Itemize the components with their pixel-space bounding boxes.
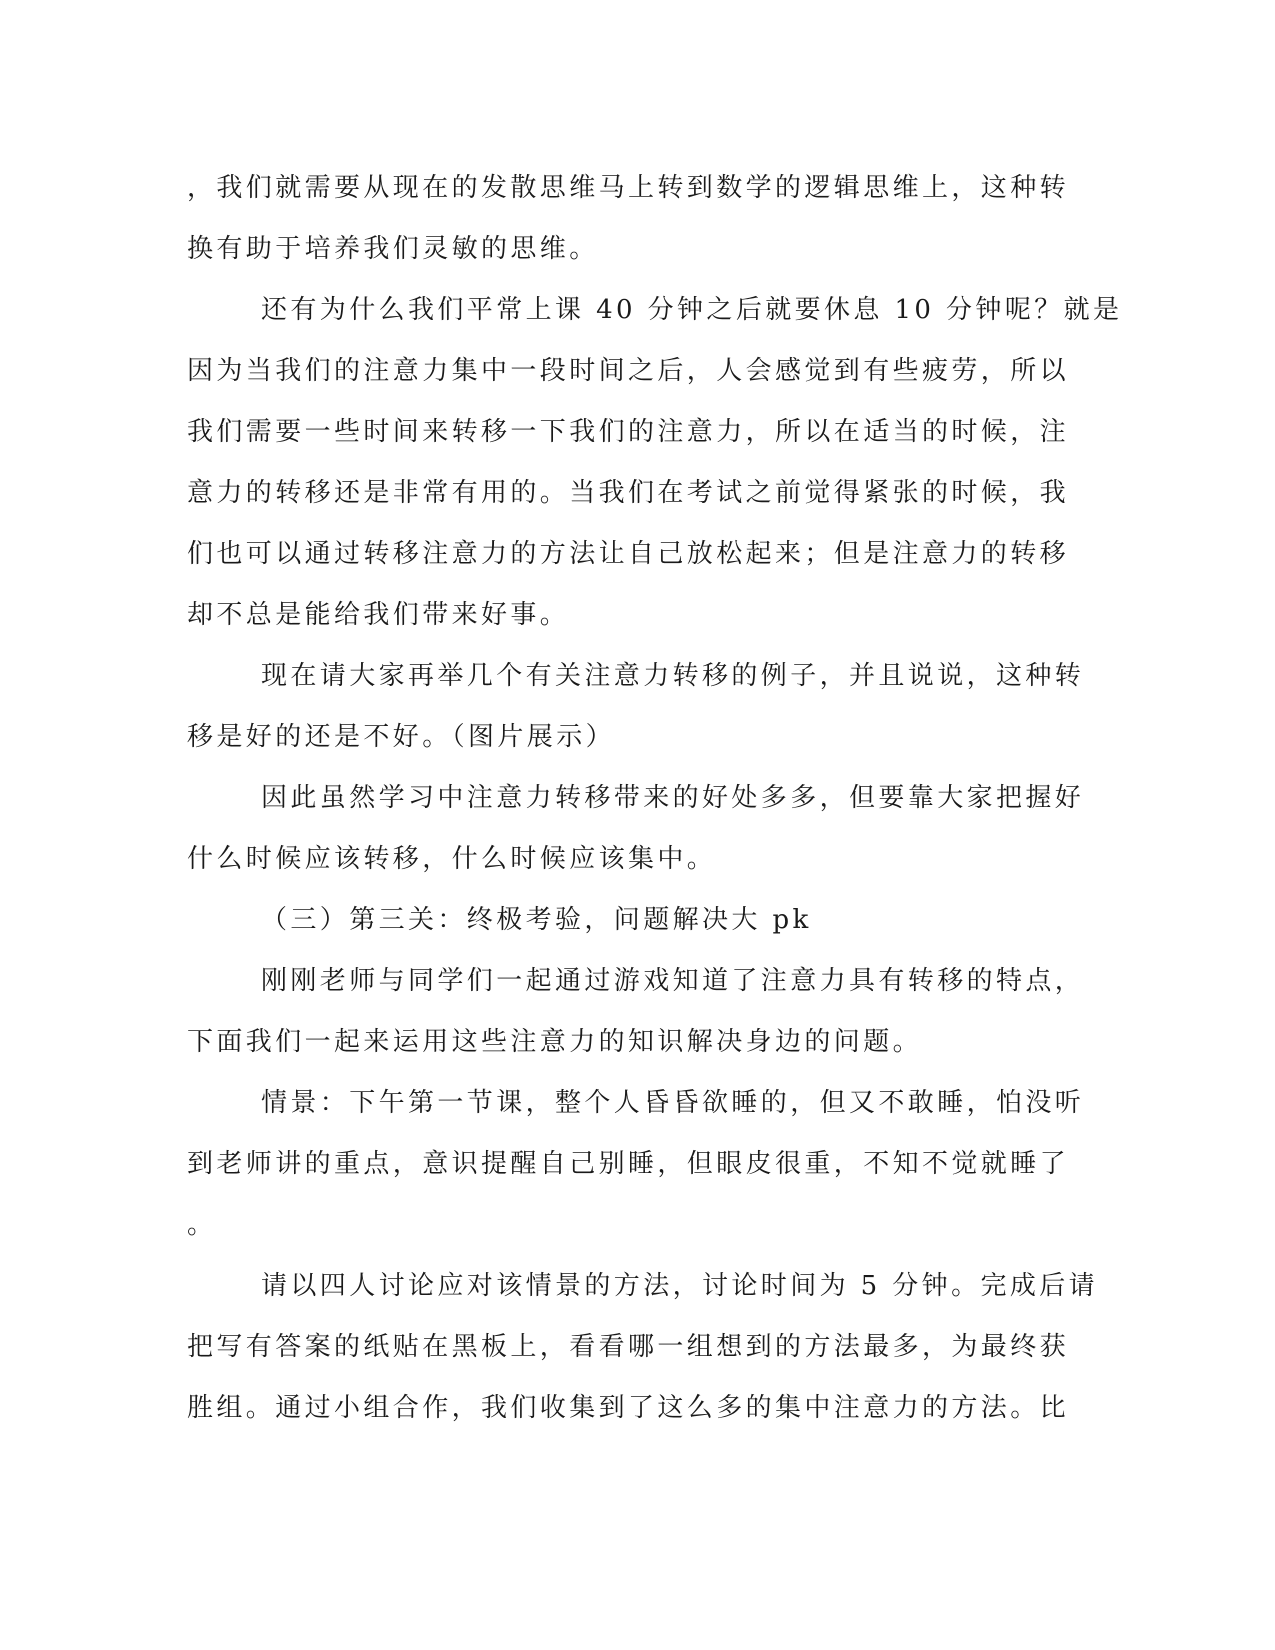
text-line: 移是好的还是不好。（图片展示） [187, 722, 616, 752]
paragraph-start-line: 刚刚老师与同学们一起通过游戏知道了注意力具有转移的特点， [261, 966, 1085, 996]
paragraph-start-line: 请以四人讨论应对该情景的方法，讨论时间为 5 分钟。完成后请 [261, 1271, 1099, 1301]
text-line: 我们需要一些时间来转移一下我们的注意力，所以在适当的时候，注 [187, 417, 1070, 447]
paragraph-start-line: 现在请大家再举几个有关注意力转移的例子，并且说说，这种转 [261, 661, 1085, 691]
text-line: 因为当我们的注意力集中一段时间之后，人会感觉到有些疲劳，所以 [187, 356, 1070, 386]
paragraph-start-line: 还有为什么我们平常上课 40 分钟之后就要休息 10 分钟呢？就是 [261, 295, 1123, 325]
text-line: 什么时候应该转移，什么时候应该集中。 [187, 844, 717, 874]
text-line: 们也可以通过转移注意力的方法让自己放松起来；但是注意力的转移 [187, 539, 1070, 569]
text-line: 换有助于培养我们灵敏的思维。 [187, 234, 599, 264]
text-line: 意力的转移还是非常有用的。当我们在考试之前觉得紧张的时候，我 [187, 478, 1070, 508]
text-line: 下面我们一起来运用这些注意力的知识解决身边的问题。 [187, 1027, 923, 1057]
text-line: 把写有答案的纸贴在黑板上，看看哪一组想到的方法最多，为最终获 [187, 1332, 1070, 1362]
text-line: ，我们就需要从现在的发散思维马上转到数学的逻辑思维上，这种转 [187, 173, 1070, 203]
section-heading: （三）第三关：终极考验，问题解决大 pk [261, 905, 812, 935]
paragraph-start-line: 情景：下午第一节课，整个人昏昏欲睡的，但又不敢睡，怕没听 [261, 1088, 1085, 1118]
text-line: 。 [187, 1210, 217, 1240]
text-line: 胜组。通过小组合作，我们收集到了这么多的集中注意力的方法。比 [187, 1393, 1070, 1423]
text-line: 到老师讲的重点，意识提醒自己别睡，但眼皮很重，不知不觉就睡了 [187, 1149, 1070, 1179]
document-body [187, 158, 1123, 1439]
text-line: 却不总是能给我们带来好事。 [187, 600, 570, 630]
paragraph-start-line: 因此虽然学习中注意力转移带来的好处多多，但要靠大家把握好 [261, 783, 1085, 813]
